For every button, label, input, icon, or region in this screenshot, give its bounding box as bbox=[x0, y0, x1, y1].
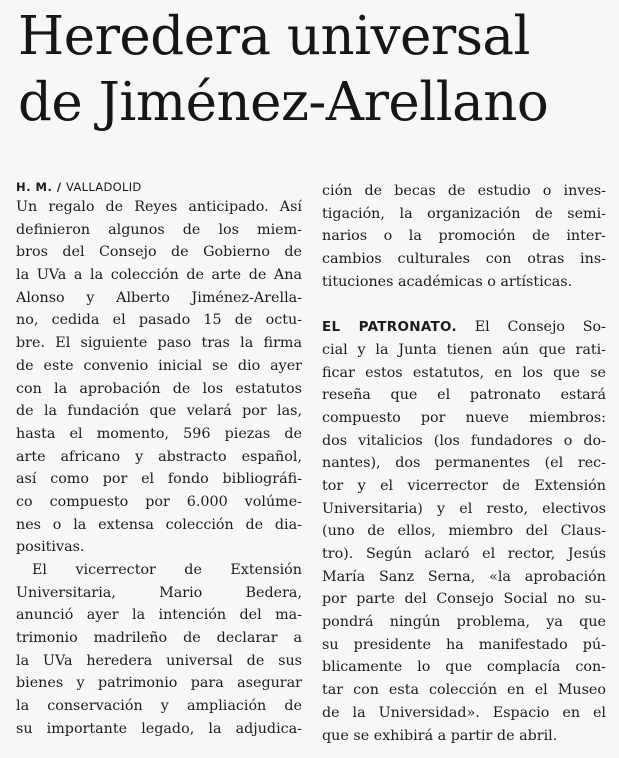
text-line: la UVa a la colección de arte de Ana bbox=[16, 267, 302, 284]
text-line: su importante legado, la adjudica- bbox=[16, 720, 302, 737]
text-line: no, cedida el pasado 15 de octu- bbox=[16, 312, 302, 329]
text-line: anunció ayer la intención del ma- bbox=[16, 607, 302, 624]
text-line: Universitaria) y el resto, electivos bbox=[322, 500, 606, 517]
text-line: compuesto por nueve miembros: bbox=[322, 409, 606, 426]
text-line: bienes y patrimonio para asegurar bbox=[16, 675, 302, 692]
section-first-line-rest: El Consejo So- bbox=[456, 319, 606, 336]
paragraph-gap bbox=[322, 293, 606, 316]
section-lead: EL PATRONATO. bbox=[322, 319, 457, 336]
section-first-line bbox=[322, 316, 606, 339]
text-line: la conservación y ampliación de bbox=[16, 698, 302, 715]
text-line: de este convenio inicial se dio ayer bbox=[16, 357, 302, 374]
text-line: Un regalo de Reyes anticipado. Así bbox=[16, 199, 302, 215]
text-line: positivas. bbox=[16, 539, 85, 556]
text-line: con la aprobación de los estatutos bbox=[16, 380, 302, 397]
text-line: nantes), dos permanentes (el rec- bbox=[322, 455, 606, 472]
byline-place: VALLADOLID bbox=[66, 180, 142, 194]
text-line: por parte del Consejo Social no su- bbox=[322, 591, 606, 608]
text-line: así como por el fondo bibliográfi- bbox=[16, 471, 302, 488]
byline bbox=[16, 180, 302, 194]
text-line: tigación, la organización de semi- bbox=[322, 205, 606, 222]
text-line: que se exhibirá a partir de abril. bbox=[322, 727, 558, 744]
text-line: la UVa heredera universal de sus bbox=[16, 652, 302, 669]
text-line: María Sanz Serna, «la aprobación bbox=[322, 568, 606, 585]
text-line: blicamente lo que complacía con- bbox=[322, 659, 606, 676]
headline-line-2: de Jiménez-Arellano bbox=[18, 72, 549, 133]
byline-author: H. M. bbox=[16, 180, 53, 194]
text-line: hasta el momento, 596 piezas de bbox=[16, 425, 302, 442]
text-line: su presidente ha manifestado pú- bbox=[322, 636, 606, 653]
text-line: reseña que el patronato estará bbox=[322, 387, 606, 404]
left-column-body bbox=[16, 196, 302, 741]
text-line: narios o la promoción de inter- bbox=[322, 228, 606, 245]
text-line: ficar estos estatutos, en los que se bbox=[322, 364, 606, 381]
text-line: El vicerrector de Extensión bbox=[32, 562, 302, 578]
text-line: bros del Consejo de Gobierno de bbox=[16, 244, 302, 261]
text-line: definieron algunos de los miem- bbox=[16, 221, 302, 238]
text-line: tar con esta colección en el Museo bbox=[322, 682, 606, 699]
text-line: cambios culturales con otras ins- bbox=[322, 251, 606, 268]
text-line: tro). Según aclaró el rector, Jesús bbox=[322, 546, 606, 562]
text-line: trimonio madrileño de declarar a bbox=[16, 630, 302, 647]
right-column-top-body bbox=[322, 180, 606, 293]
left-column bbox=[16, 180, 302, 741]
text-line: arte africano y abstracto español, bbox=[16, 448, 302, 465]
text-line: co compuesto por 6.000 volúme- bbox=[16, 493, 302, 510]
text-line: tituciones académicas o artísticas. bbox=[322, 273, 573, 290]
text-line: (uno de ellos, miembro del Claus- bbox=[322, 523, 606, 540]
text-line: bre. El siguiente paso tras la firma bbox=[16, 335, 302, 352]
text-line: de la fundación que velará por las, bbox=[16, 403, 302, 420]
text-line: Alonso y Alberto Jiménez-Arella- bbox=[16, 289, 302, 306]
text-line: Universitaria, Mario Bedera, bbox=[16, 584, 302, 601]
text-line: tor y el vicerrector de Extensión bbox=[322, 477, 606, 494]
text-line: de la Universidad». Espacio en el bbox=[322, 704, 606, 721]
right-column-bottom-body bbox=[322, 339, 606, 747]
text-line: dos vitalicios (los fundadores o do- bbox=[322, 432, 606, 449]
text-line: cial y la Junta tienen aún que rati- bbox=[322, 341, 606, 358]
text-line: nes o la extensa colección de dia- bbox=[16, 516, 302, 533]
right-column bbox=[322, 180, 606, 747]
headline-line-1: Heredera universal bbox=[18, 6, 530, 67]
headline bbox=[18, 4, 613, 136]
text-line: ción de becas de estudio o inves- bbox=[322, 183, 606, 199]
byline-separator: / bbox=[52, 180, 67, 194]
text-line: pondrá ningún problema, ya que bbox=[322, 614, 606, 631]
